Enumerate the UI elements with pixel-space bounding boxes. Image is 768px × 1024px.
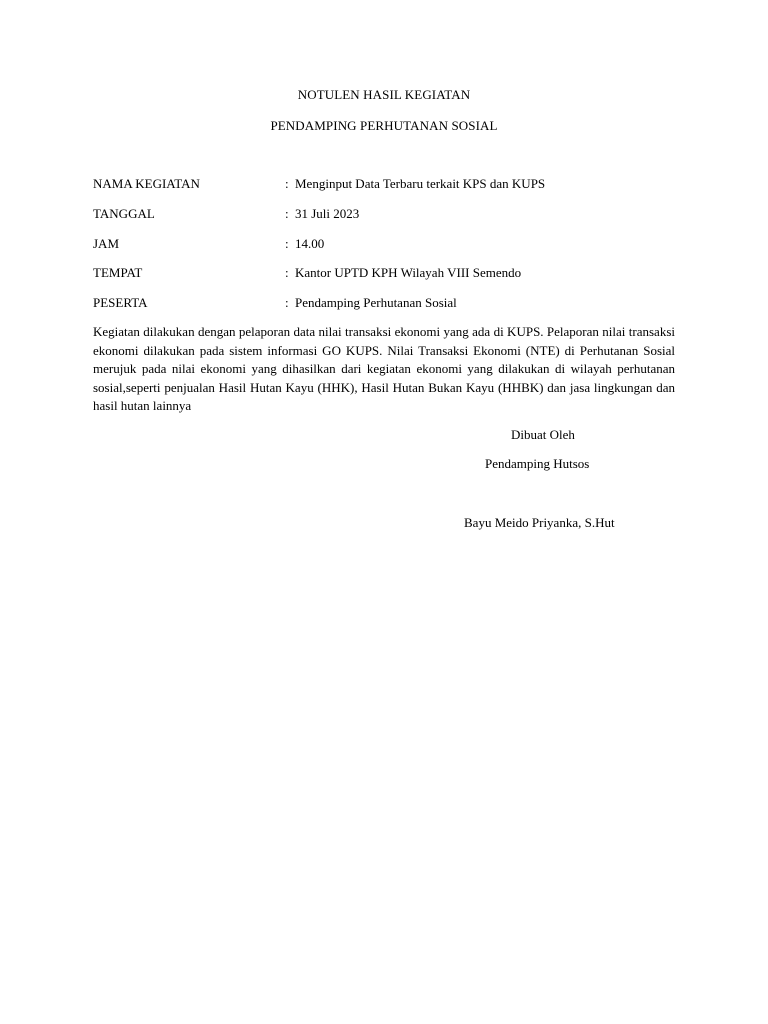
info-row-participants bbox=[93, 294, 693, 312]
document-subtitle: PENDAMPING PERHUTANAN SOSIAL bbox=[270, 118, 498, 133]
info-separator: : bbox=[285, 295, 289, 310]
info-row-place bbox=[93, 264, 693, 282]
signature-made-by: Dibuat Oleh bbox=[511, 427, 575, 442]
info-value: Menginput Data Terbaru terkait KPS dan KUPS bbox=[295, 176, 546, 191]
signature-name: Bayu Meido Priyanka, S.Hut bbox=[464, 515, 615, 530]
info-row-activity-name bbox=[93, 175, 693, 193]
info-row-time bbox=[93, 235, 693, 253]
info-value: 31 Juli 2023 bbox=[295, 206, 360, 221]
info-label: PESERTA bbox=[93, 295, 148, 310]
info-row-date bbox=[93, 205, 693, 223]
info-value: Kantor UPTD KPH Wilayah VIII Semendo bbox=[295, 265, 522, 280]
body-paragraph: Kegiatan dilakukan dengan pelaporan data nilai transaksi ekonomi yang ada di KUPS. Pelaporan nilai transaksi ekonomi dilakukan pada sistem informasi GO KUPS. Nilai Transaksi Ekonomi (NTE) di Perhutanan Sosial merujuk pada nilai ekonomi yang dihasilkan dari kegiatan ekonomi yang dilakukan di wilayah perhutanan sosial,seperti penjualan Hasil Hutan Kayu (HHK), Hasil Hutan Bukan Kayu (HHBK) dan jasa lingkungan dan hasil hutan lainnya bbox=[93, 324, 675, 414]
info-label: JAM bbox=[93, 236, 120, 251]
info-label: TEMPAT bbox=[93, 265, 143, 280]
document-title: NOTULEN HASIL KEGIATAN bbox=[297, 87, 471, 102]
info-value: Pendamping Perhutanan Sosial bbox=[295, 295, 457, 310]
info-separator: : bbox=[285, 236, 289, 251]
info-separator: : bbox=[285, 265, 289, 280]
info-label: TANGGAL bbox=[93, 206, 155, 221]
info-separator: : bbox=[285, 206, 289, 221]
info-separator: : bbox=[285, 176, 289, 191]
info-value: 14.00 bbox=[295, 236, 325, 251]
info-label: NAMA KEGIATAN bbox=[93, 176, 200, 191]
signature-role: Pendamping Hutsos bbox=[485, 456, 590, 471]
